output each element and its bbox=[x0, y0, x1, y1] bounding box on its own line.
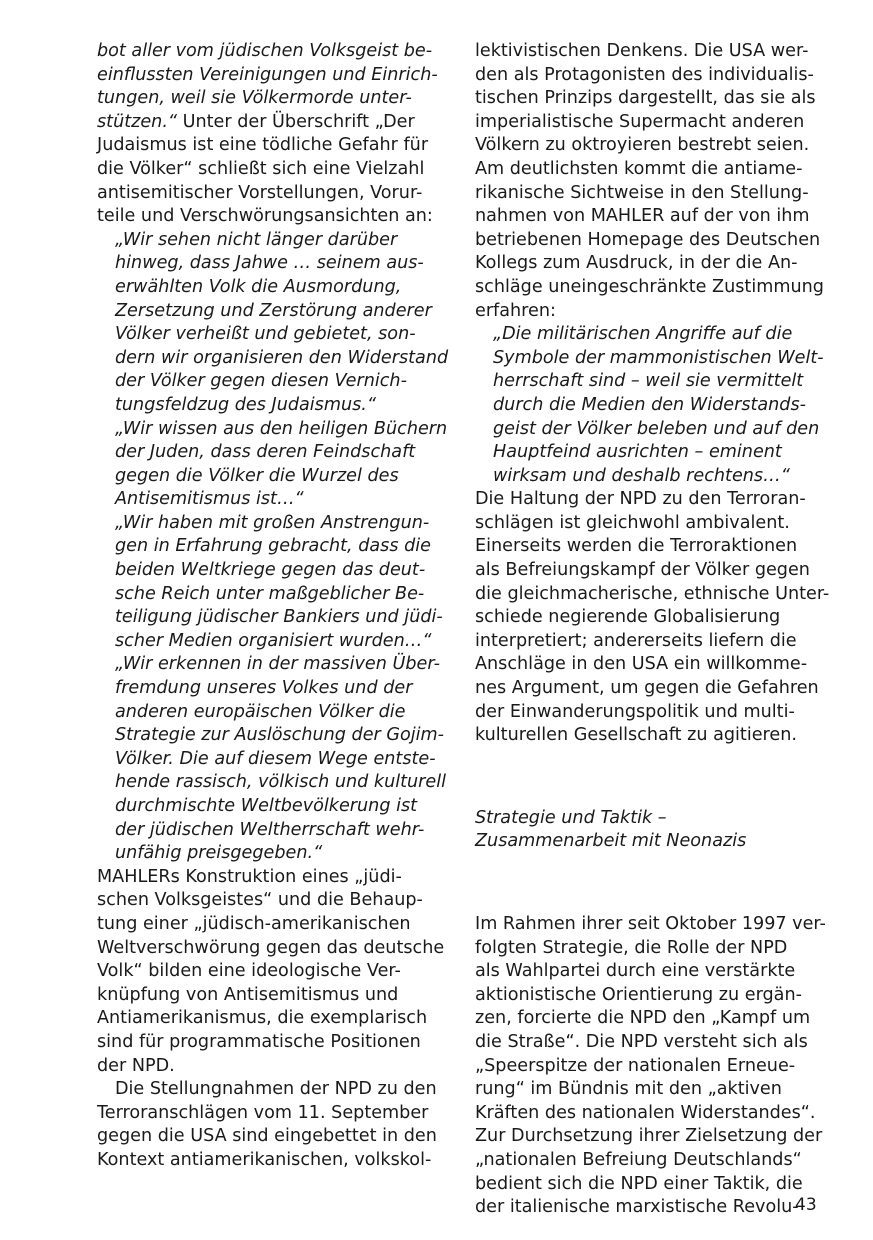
line-text: tung einer „jüdisch-amerikanischen bbox=[97, 913, 411, 934]
line-text: der jüdischen Weltherrschaft wehr- bbox=[115, 819, 425, 840]
text-line bbox=[475, 535, 820, 559]
line-text: interpretiert; andererseits liefern die bbox=[475, 630, 797, 651]
line-text: tungsfeldzug des Judaismus.“ bbox=[115, 394, 377, 415]
text-line bbox=[475, 512, 820, 536]
text-line bbox=[97, 87, 437, 111]
quote-line bbox=[97, 465, 437, 489]
line-text: teiligung jüdischer Bankiers und jüdi- bbox=[115, 607, 443, 628]
line-text: aktionistische Orientierung zu ergän- bbox=[475, 984, 802, 1005]
line-text: schlägen ist gleichwohl ambivalent. bbox=[475, 512, 790, 533]
text-line bbox=[475, 559, 820, 583]
line-text: der italienische marxistische Revolu- bbox=[475, 1197, 799, 1218]
text-line bbox=[97, 960, 437, 984]
text-line bbox=[97, 913, 437, 937]
text-line bbox=[475, 1125, 823, 1149]
text-line bbox=[475, 64, 820, 88]
line-text: nahmen von MAHLER auf der von ihm bbox=[475, 206, 810, 227]
text-line bbox=[97, 1149, 437, 1173]
line-text: sind für programmatische Positionen bbox=[97, 1031, 421, 1052]
line-text: beiden Weltkriege gegen das deut- bbox=[115, 560, 426, 581]
line-text: „Speerspitze der nationalen Erneue- bbox=[475, 1055, 796, 1076]
text-line bbox=[97, 1007, 437, 1031]
line-text: den als Protagonisten des individualis- bbox=[475, 64, 814, 85]
line-text: Die Stellungnahmen der NPD zu den bbox=[115, 1079, 437, 1100]
quote-line bbox=[97, 347, 449, 371]
line-text: Kontext antiamerikanischen, volkskol- bbox=[97, 1149, 432, 1170]
line-text: gegen die USA sind eingebettet in den bbox=[97, 1126, 437, 1147]
quote-line bbox=[475, 394, 820, 418]
line-text: Im Rahmen ihrer seit Oktober 1997 ver- bbox=[475, 914, 826, 934]
quote-line bbox=[97, 276, 437, 300]
text-line bbox=[97, 1102, 437, 1126]
section-gap bbox=[475, 748, 820, 807]
text-line bbox=[475, 1055, 820, 1079]
line-text: knüpfung von Antisemitismus und bbox=[97, 984, 399, 1005]
text-line bbox=[475, 653, 820, 677]
text-line bbox=[97, 937, 445, 961]
text-line bbox=[475, 984, 820, 1008]
line-text: sche Reich unter maßgeblicher Be- bbox=[115, 583, 425, 604]
text-line bbox=[475, 606, 820, 630]
quote-line bbox=[97, 488, 437, 512]
text-line bbox=[97, 111, 437, 135]
text-line bbox=[475, 1007, 820, 1031]
line-text: wirksam und deshalb rechtens…“ bbox=[493, 465, 790, 486]
line-text: Völker. Die auf diesem Wege entste- bbox=[115, 748, 436, 769]
quote-line bbox=[97, 819, 437, 843]
line-text: „Die militärischen Angriffe auf die bbox=[493, 324, 793, 345]
text-line bbox=[475, 677, 820, 701]
line-text: Völkern zu oktroyieren bestrebt seien. bbox=[475, 135, 810, 156]
text-line bbox=[475, 205, 820, 229]
line-text: erfahren: bbox=[475, 300, 556, 321]
line-text: Strategie und Taktik – bbox=[475, 807, 667, 828]
text-line bbox=[97, 889, 437, 913]
line-text: Strategie zur Auslöschung der Gojim- bbox=[115, 725, 445, 746]
line-text: zen, forcierte die NPD den „Kampf um bbox=[475, 1008, 811, 1029]
right-column bbox=[475, 40, 830, 1220]
line-text: Die Haltung der NPD zu den Terroran- bbox=[475, 489, 806, 510]
quote-line bbox=[475, 323, 820, 347]
quote-line bbox=[475, 441, 820, 465]
text-line bbox=[97, 205, 437, 229]
line-text: einflussten Vereinigungen und Einrich- bbox=[97, 64, 438, 85]
quote-line bbox=[97, 252, 437, 276]
line-text: gen in Erfahrung gebracht, dass die bbox=[115, 536, 431, 557]
quote-line bbox=[97, 630, 437, 654]
text-line bbox=[97, 1031, 437, 1055]
text-line bbox=[475, 630, 820, 654]
line-text: anderen europäischen Völker die bbox=[115, 701, 406, 722]
text-line bbox=[97, 158, 437, 182]
line-text: MAHLERs Konstruktion eines „jüdi- bbox=[97, 866, 402, 887]
quote-line bbox=[97, 771, 447, 795]
quote-line bbox=[97, 323, 437, 347]
quote-line bbox=[97, 748, 437, 772]
quote-line bbox=[97, 535, 437, 559]
text-line bbox=[97, 1078, 437, 1102]
line-text: Hauptfeind ausrichten – eminent bbox=[493, 442, 782, 463]
quote-line bbox=[475, 418, 820, 442]
text-line bbox=[97, 134, 437, 158]
line-text: Antiamerikanismus, die exemplarisch bbox=[97, 1008, 428, 1029]
line-text: hinweg, dass Jahwe … seinem aus- bbox=[115, 253, 424, 274]
line-text: durchmischte Weltbevölkerung ist bbox=[115, 796, 418, 816]
page-number: 43 bbox=[795, 1195, 817, 1215]
section-gap bbox=[475, 854, 820, 913]
quote-line bbox=[97, 653, 440, 677]
text-line bbox=[97, 984, 437, 1008]
line-text: tischen Prinzips dargestellt, das sie als bbox=[475, 88, 816, 109]
line-text: „Wir erkennen in der massiven Über- bbox=[115, 654, 440, 675]
line-text: bedient sich die NPD einer Taktik, die bbox=[475, 1173, 803, 1194]
text-line bbox=[475, 252, 820, 276]
quote-line bbox=[97, 418, 448, 442]
quote-line bbox=[97, 724, 445, 748]
line-text: „Wir sehen nicht länger darüber bbox=[115, 229, 398, 250]
text-line bbox=[475, 158, 820, 182]
line-text: stützen.“ bbox=[97, 111, 178, 132]
text-line bbox=[475, 134, 820, 158]
quote-line bbox=[97, 583, 437, 607]
line-text: als Befreiungskampf der Völker gegen bbox=[475, 560, 810, 581]
text-line bbox=[97, 40, 437, 64]
line-text: Völker verheißt und gebietet, son- bbox=[115, 324, 416, 345]
text-line bbox=[475, 229, 820, 253]
line-text: hende rassisch, völkisch und kulturell bbox=[115, 772, 447, 793]
text-line bbox=[475, 111, 820, 135]
line-text: Zusammenarbeit mit Neonazis bbox=[475, 831, 747, 852]
text-line bbox=[475, 1078, 820, 1102]
line-text: unfähig preisgegeben.“ bbox=[115, 843, 323, 864]
line-text: teile und Verschwörungsansichten an: bbox=[97, 206, 433, 227]
quote-line bbox=[97, 441, 437, 465]
line-text: kulturellen Gesellschaft zu agitieren. bbox=[475, 725, 797, 746]
quote-line bbox=[97, 229, 437, 253]
line-text: bot aller vom jüdischen Volksgeist be- bbox=[97, 41, 433, 61]
text-line bbox=[475, 1031, 820, 1055]
text-line bbox=[97, 182, 437, 206]
line-text: der Völker gegen diesen Vernich- bbox=[115, 371, 407, 392]
quote-line bbox=[97, 512, 437, 536]
quote-line bbox=[475, 465, 820, 489]
text-line bbox=[475, 960, 820, 984]
quote-line bbox=[97, 370, 437, 394]
text-line bbox=[475, 276, 824, 300]
line-text: imperialistische Supermacht anderen bbox=[475, 111, 805, 132]
line-text: Weltverschwörung gegen das deutsche bbox=[97, 937, 445, 958]
line-text: Symbole der mammonistischen Welt- bbox=[493, 347, 824, 368]
text-line bbox=[475, 830, 820, 854]
line-text: Volk“ bilden eine ideologische Ver- bbox=[97, 961, 401, 982]
line-text: „nationalen Befreiung Deutschlands“ bbox=[475, 1149, 802, 1170]
line-text: nes Argument, um gegen die Gefahren bbox=[475, 678, 819, 699]
text-line bbox=[475, 1173, 820, 1197]
line-text: fremdung unseres Volkes und der bbox=[115, 678, 413, 699]
line-text: erwählten Volk die Ausmordung, bbox=[115, 276, 402, 297]
text-line bbox=[475, 87, 820, 111]
line-text: herrschaft sind – weil sie vermittelt bbox=[493, 371, 804, 392]
line-text: Terroranschlägen vom 11. September bbox=[97, 1102, 429, 1123]
text-line bbox=[475, 182, 820, 206]
line-text: durch die Medien den Widerstands- bbox=[493, 394, 806, 415]
line-text: Anschläge in den USA ein willkomme- bbox=[475, 654, 808, 675]
line-text: schiede negierende Globalisierung bbox=[475, 607, 781, 628]
line-text: lektivistischen Denkens. Die USA wer- bbox=[475, 41, 809, 61]
line-text: Einerseits werden die Terroraktionen bbox=[475, 536, 798, 557]
text-line bbox=[475, 488, 820, 512]
quote-line bbox=[97, 842, 437, 866]
text-line bbox=[97, 866, 437, 890]
line-text-tail: Unter der Überschrift „Der bbox=[177, 111, 415, 132]
quote-line bbox=[475, 347, 824, 371]
line-text: „Wir wissen aus den heiligen Büchern bbox=[115, 418, 448, 439]
text-line bbox=[97, 1125, 437, 1149]
line-text: die Straße“. Die NPD versteht sich als bbox=[475, 1031, 808, 1052]
line-text: die Völker“ schließt sich eine Vielzahl bbox=[97, 158, 425, 179]
line-text: der Juden, dass deren Feindschaft bbox=[115, 442, 416, 463]
left-column bbox=[97, 40, 449, 1173]
line-text: Am deutlichsten kommt die antiame- bbox=[475, 158, 803, 179]
line-text: Judaismus ist eine tödliche Gefahr für bbox=[97, 135, 429, 156]
quote-line bbox=[97, 394, 437, 418]
line-text: schen Volksgeistes“ und die Behaup- bbox=[97, 890, 423, 911]
quote-line bbox=[97, 795, 437, 819]
line-text: scher Medien organisiert wurden…“ bbox=[115, 630, 432, 651]
line-text: als Wahlpartei durch eine verstärkte bbox=[475, 961, 796, 982]
text-line bbox=[97, 1055, 437, 1079]
line-text: betriebenen Homepage des Deutschen bbox=[475, 229, 821, 250]
text-line bbox=[475, 807, 820, 831]
text-line bbox=[475, 724, 820, 748]
line-text: antisemitischer Vorstellungen, Vorur- bbox=[97, 182, 423, 203]
line-text: folgten Strategie, die Rolle der NPD bbox=[475, 937, 788, 958]
line-text: tungen, weil sie Völkermorde unter- bbox=[97, 88, 412, 109]
quote-line bbox=[97, 300, 437, 324]
line-text: Kräften des nationalen Widerstandes“. bbox=[475, 1102, 816, 1123]
text-line bbox=[97, 64, 437, 88]
quote-line bbox=[97, 677, 437, 701]
text-line bbox=[475, 1196, 820, 1220]
line-text: schläge uneingeschränkte Zustimmung bbox=[475, 276, 824, 297]
line-text: Zersetzung und Zerstörung anderer bbox=[115, 300, 432, 321]
text-line bbox=[475, 40, 820, 64]
line-text: geist der Völker beleben und auf den bbox=[493, 418, 820, 439]
line-text: der NPD. bbox=[97, 1055, 175, 1076]
quote-line bbox=[475, 370, 820, 394]
line-text: Kollegs zum Ausdruck, in der die An- bbox=[475, 253, 798, 274]
text-line bbox=[475, 913, 826, 937]
line-text: Antisemitismus ist…“ bbox=[115, 489, 304, 510]
text-line bbox=[475, 701, 820, 725]
line-text: der Einwanderungspolitik und multi- bbox=[475, 701, 795, 722]
quote-line bbox=[97, 701, 437, 725]
line-text: rung“ im Bündnis mit den „aktiven bbox=[475, 1079, 782, 1100]
quote-line bbox=[97, 559, 437, 583]
line-text: gegen die Völker die Wurzel des bbox=[115, 465, 399, 486]
line-text: rikanische Sichtweise in den Stellung- bbox=[475, 182, 809, 203]
line-text: dern wir organisieren den Widerstand bbox=[115, 347, 449, 368]
line-text: „Wir haben mit großen Anstrengun- bbox=[115, 512, 430, 533]
quote-line bbox=[97, 606, 443, 630]
text-line bbox=[475, 300, 820, 324]
text-line bbox=[475, 583, 830, 607]
text-line bbox=[475, 1149, 820, 1173]
line-text: die gleichmacherische, ethnische Unter- bbox=[475, 583, 830, 604]
text-line bbox=[475, 1102, 820, 1126]
line-text: Zur Durchsetzung ihrer Zielsetzung der bbox=[475, 1126, 823, 1147]
text-line bbox=[475, 937, 820, 961]
